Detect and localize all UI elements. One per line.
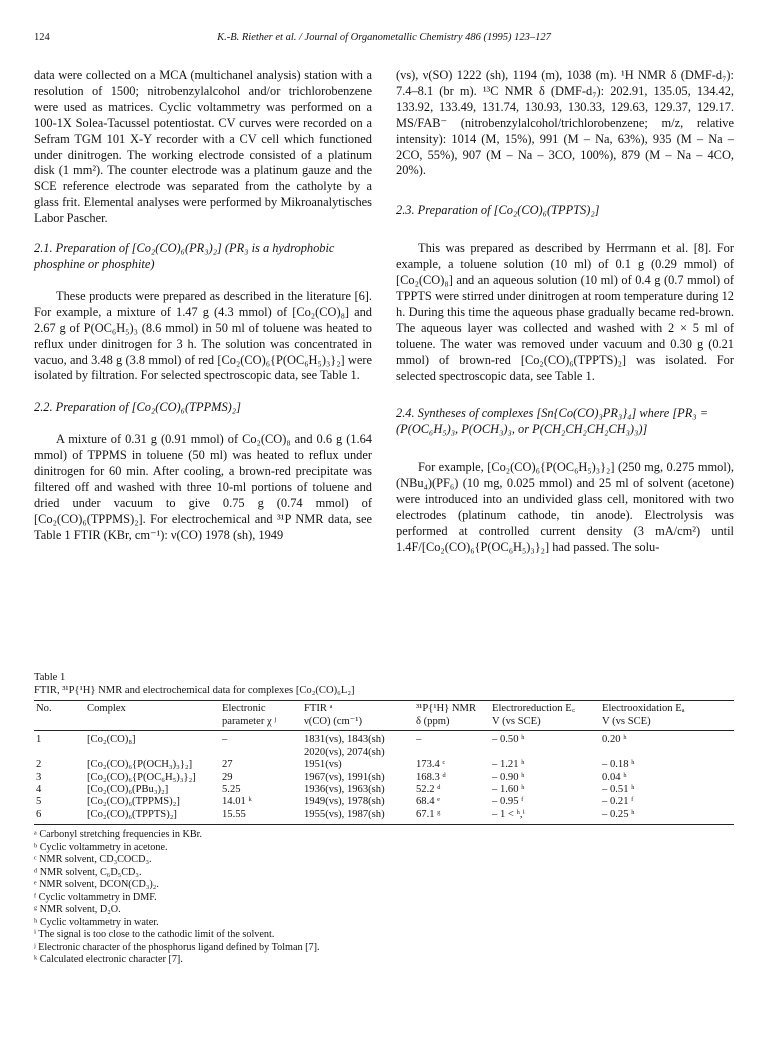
- cell-parameter: 5.25: [222, 784, 241, 795]
- col-header-nmr: ³¹P{¹H} NMR δ (ppm): [414, 701, 490, 731]
- cell-no: 3: [36, 771, 42, 783]
- left-column: [34, 68, 372, 544]
- section-heading-2-4: 2.4. Syntheses of complexes [Sn{Co(CO)₃PR₃}₄] where [PR₃ = (P(OC₆H₅)₃, P(OCH₃)₃, or P(CH₂CH₂CH₂CH₃)₃)]: [396, 406, 709, 437]
- paragraph-2-2: A mixture of 0.31 g (0.91 mmol) of Co₂(CO)₈ and 0.6 g (1.64 mmol) of TPPMS in toluene (50 ml) was heated to reflux under dinitrogen for 60 min. After cooling, a brown-red precipitate was filtered off and washed with three 10-ml portions of toluene and dried under vacuum to give 0.75 g (0.74 mmol) of [Co₂(CO)₆(TPPMS)₂]. For electrochemical and ³¹P NMR data, see Table 1 FTIR (KBr, cm⁻¹): ν(CO) 1978 (sh), 1949: [34, 432, 372, 542]
- cell-nmr: 68.4 ᵉ: [416, 796, 440, 808]
- page-number: 124: [34, 32, 50, 43]
- cell-no: 4: [36, 784, 42, 795]
- table-label: Table 1: [34, 672, 66, 683]
- cell-electrooxidation: – 0.18 ʰ: [602, 759, 635, 771]
- cell-complex: [Co₂(CO)₆{P(OCH₃)₃}₂]: [87, 759, 193, 771]
- cell-electroreduction: – 0.95 ᶠ: [492, 796, 524, 808]
- cell-parameter: –: [222, 734, 228, 746]
- running-header: [34, 32, 734, 48]
- footnote: ʰ Cyclic voltammetry in water.: [34, 916, 159, 928]
- table-row: [34, 772, 734, 784]
- right-column: [396, 68, 734, 556]
- cell-no: 2: [36, 759, 42, 771]
- cell-electrooxidation: – 0.21 ᶠ: [602, 796, 634, 808]
- table-header-row: [34, 701, 734, 731]
- cell-ftir: 1949(vs), 1978(sh): [304, 796, 385, 808]
- cell-complex: [Co₂(CO)₆{P(OC₆H₅)₃}₂]: [87, 771, 196, 783]
- cell-parameter: 29: [222, 771, 233, 783]
- paragraph-intro: data were collected on a MCA (multichanel analysis) station with a resolution of 1500; nitrobenzylalcohol and/or trichlorobenzene were used as matrices. Cyclic voltammetry was performed on a 100-1X Solea-Tacussel potentiostat. CV curves were recorded on a Sefram TGM 101 X-Y recorder with a CV cell which functioned under dinitrogen. The working electrode consisted of a platinum disk (1 mm²). The counter electrode was a platinum gauze and the SCE reference electrode was separated from the catholyte by a glass frit. Elemental analyses were performed by Mikroanalytisches Labor Pascher.: [34, 68, 372, 226]
- table-footnotes: [34, 829, 734, 967]
- col-header-no: No.: [34, 701, 85, 731]
- section-heading-2-1: 2.1. Preparation of [Co₂(CO)₆(PR₃)₂] (PR₃ is a hydrophobic phosphine or phosphite): [34, 241, 335, 271]
- cell-nmr: 67.1 ᵍ: [414, 809, 490, 825]
- cell-electroreduction: – 1.60 ʰ: [492, 784, 525, 795]
- footnote: ᵃ Carbonyl stretching frequencies in KBr.: [34, 829, 203, 841]
- col-header-parameter: Electronic parameter χ ʲ: [220, 701, 302, 731]
- table-row: [34, 731, 734, 759]
- cell-parameter: 27: [222, 759, 233, 771]
- cell-electrooxidation: 0.20 ʰ: [602, 734, 627, 746]
- cell-electrooxidation: – 0.51 ʰ: [602, 784, 635, 795]
- section-heading-2-2: 2.2. Preparation of [Co₂(CO)₆(TPPMS)₂]: [34, 400, 241, 415]
- footnote: ᵍ NMR solvent, D₂O.: [34, 904, 121, 916]
- cell-nmr: 173.4 ᶜ: [416, 759, 446, 771]
- cell-electroreduction: – 0.50 ʰ: [492, 734, 525, 746]
- footnote: ⁱ The signal is too close to the cathodic limit of the solvent.: [34, 929, 275, 941]
- col-header-complex: Complex: [85, 701, 220, 731]
- cell-electroreduction: – 1.21 ʰ: [492, 759, 525, 771]
- journal-citation: K.-B. Riether et al. / Journal of Organometallic Chemistry 486 (1995) 123–127: [217, 32, 551, 43]
- cell-no: 6: [34, 809, 85, 825]
- footnote: ᶠ Cyclic voltammetry in DMF.: [34, 891, 157, 903]
- cell-no: 1: [36, 734, 42, 746]
- paragraph-continued: (vs), ν(SO) 1222 (sh), 1194 (m), 1038 (m). ¹H NMR δ (DMF-d₇): 7.4–8.1 (br m). ¹³C NMR δ (DMF-d₇): 202.91, 135.05, 134.42, 133.92, 133.49, 131.74, 130.93, 130.33, 129.63, 129.37, 129.17. MS/FAB⁻ (nitrobenzylalcohol/trichlorobenzene; m/z, relative intensity): 1014 (M, 15%), 991 (M – Na, 63%), 935 (M – Na – 2CO, 55%), 907 (M – Na – 3CO, 100%), 879 (M – Na – 4CO, 20%).: [396, 68, 734, 178]
- cell-ftir: 1955(vs), 1987(sh): [302, 809, 414, 825]
- cell-complex: [Co₂(CO)₆(TPPMS)₂]: [87, 796, 180, 808]
- table-row: [34, 809, 734, 825]
- table-caption: FTIR, ³¹P{¹H} NMR and electrochemical data for complexes [Co₂(CO)₆L₂]: [34, 684, 355, 696]
- cell-electrooxidation: 0.04 ʰ: [602, 771, 627, 783]
- footnote: ᶜ NMR solvent, CD₃COCD₃.: [34, 854, 152, 866]
- cell-ftir: 1831(vs), 1843(sh) 2020(vs), 2074(sh): [304, 734, 385, 758]
- cell-nmr: –: [416, 734, 422, 746]
- cell-complex: [Co₂(CO)₆(PBu₃)₂]: [87, 784, 169, 795]
- col-header-electroreduction: Electroreduction E꜀ V (vs SCE): [490, 701, 600, 731]
- cell-electroreduction: – 1 < ʰ,ⁱ: [490, 809, 600, 825]
- table-row: [34, 796, 734, 808]
- cell-nmr: 168.3 ᵈ: [416, 771, 446, 783]
- data-table: [34, 700, 734, 825]
- paragraph-2-3: This was prepared as described by Herrmann et al. [8]. For example, a toluene solution (10 ml) of 0.1 g (0.29 mmol) of [Co₂(CO)₈] and an aqueous solution (10 ml) of 0.4 g (0.7 mmol) of TPPTS were stirred under dinitrogen at room temperature during 12 h. During this time the aqueous phase gradually became red-brown. The aqueous layer was collected and washed with 2 × 5 ml of toluene. The water was removed under vacuum and 0.30 g (0.21 mmol) of brown-red [Co₂(CO)₆(TPPTS)₂] was isolated. For selected spectroscopic data, see Table 1.: [396, 241, 734, 383]
- paragraph-2-4: For example, [Co₂(CO)₆{P(OC₆H₅)₃}₂] (250 mg, 0.275 mmol), (NBu₄)(PF₆) (10 mg, 0.025 mmol) and 25 ml of solvent (acetone) were introduced into an undivided glass cell, monitored with two electrodes (platinum cathode, tin anode). Electrolysis was performed at controlled current density (3 mA/cm²) until 1.4F/[Co₂(CO)₆{P(OC₆H₅)₃}₂] had passed. The solu-: [396, 460, 734, 554]
- footnote: ᵉ NMR solvent, DCON(CD₃)₂.: [34, 879, 159, 891]
- cell-complex: [Co₂(CO)₈]: [87, 734, 136, 746]
- footnote: ᵈ NMR solvent, C₆D₅CD₃.: [34, 866, 142, 878]
- table-1: [34, 672, 734, 967]
- table-row: [34, 759, 734, 771]
- table-row: [34, 784, 734, 796]
- cell-ftir: 1936(vs), 1963(sh): [304, 784, 385, 795]
- footnote: ᵇ Cyclic voltammetry in acetone.: [34, 841, 168, 853]
- paragraph-2-1: These products were prepared as described in the literature [6]. For example, a mixture of 1.47 g (4.3 mmol) of [Co₂(CO)₈] and 2.67 g of P(OC₆H₅)₃ (8.6 mmol) in 50 ml of toluene was heated to reflux under dinitrogen for 3 h. The solution was concentrated in vacuo, and 3.48 g (3.8 mmol) of red [Co₂(CO)₆{P(OC₆H₅)₃}₂] were isolated by filtration. For selected spectroscopic data, see Table 1.: [34, 288, 372, 383]
- col-header-ftir: FTIR ᵃ ν(CO) (cm⁻¹): [302, 701, 414, 731]
- footnote: ᵏ Calculated electronic character [7].: [34, 954, 183, 966]
- cell-no: 5: [36, 796, 42, 808]
- cell-ftir: 1967(vs), 1991(sh): [304, 771, 385, 783]
- cell-complex: [Co₂(CO)₆(TPPTS)₂]: [85, 809, 220, 825]
- cell-nmr: 52.2 ᵈ: [416, 784, 441, 795]
- section-heading-2-3: 2.3. Preparation of [Co₂(CO)₆(TPPTS)₂]: [396, 203, 600, 218]
- cell-ftir: 1951(vs): [304, 759, 342, 771]
- cell-parameter: 15.55: [220, 809, 302, 825]
- footnote: ʲ Electronic character of the phosphorus ligand defined by Tolman [7].: [34, 941, 320, 953]
- cell-parameter: 14.01 ᵏ: [222, 796, 252, 808]
- cell-electroreduction: – 0.90 ʰ: [492, 771, 525, 783]
- col-header-electrooxidation: Electrooxidation Eₐ V (vs SCE): [600, 701, 734, 731]
- cell-electrooxidation: – 0.25 ʰ: [600, 809, 734, 825]
